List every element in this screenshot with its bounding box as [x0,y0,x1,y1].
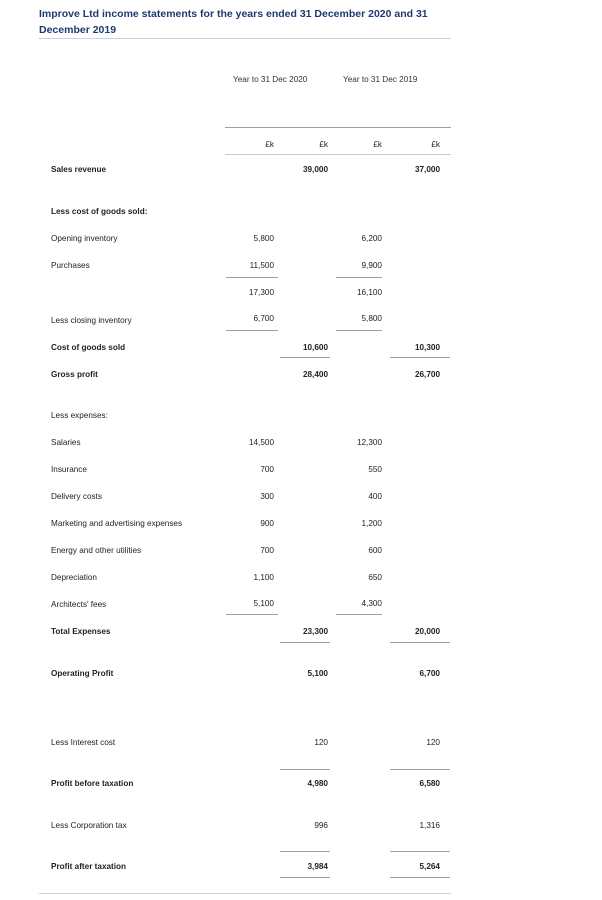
opening-inventory-2020: 5,800 [253,234,274,243]
row-label-corporation-tax: Less Corporation tax [51,821,127,830]
delivery-costs-2019: 400 [368,492,382,501]
marketing-2020: 900 [260,519,274,528]
unit-header-top-rule [225,127,451,128]
total-expenses-2019: 20,000 [414,627,440,636]
total-expenses-2020: 23,300 [302,627,328,636]
gross-profit-2020: 28,400 [302,370,328,379]
sales-revenue-2019: 37,000 [414,165,440,174]
subtotal-2020: 17,300 [248,288,274,297]
row-label-energy: Energy and other utilities [51,546,142,555]
row-label-purchases: Purchases [51,261,90,270]
interest-2019: 120 [426,738,440,747]
cogs-2020: 10,600 [302,343,328,352]
closing-inventory-2020: 6,700 [253,314,274,323]
subtotal-2019: 16,100 [356,288,382,297]
page-title: Improve Ltd income statements for the years ended 31 December 2020 and 31 December 2019 [39,8,428,36]
cogs-rule-2019 [390,357,450,358]
profit-before-tax-2020: 4,980 [307,779,328,788]
tax-rule-2019 [390,851,450,852]
row-label-depreciation: Depreciation [51,573,97,582]
row-label-less-cogs: Less cost of goods sold: [51,207,148,216]
tax-rule-2020 [280,851,330,852]
year-2020-header: Year to 31 Dec 2020 [233,75,308,84]
pat-rule-2020 [280,877,330,878]
insurance-2020: 700 [260,465,274,474]
unit-label-2019-total: £k [431,140,440,149]
energy-2019: 600 [368,546,382,555]
closing-rule-2019 [336,330,382,331]
row-label-marketing: Marketing and advertising expenses [51,519,183,528]
title-divider [39,38,451,39]
salaries-2020: 14,500 [248,438,274,447]
bottom-divider [39,893,451,894]
row-label-delivery-costs: Delivery costs [51,492,102,501]
operating-profit-2020: 5,100 [307,669,328,678]
row-label-profit-after-tax: Profit after taxation [51,862,127,871]
total-expenses-rule-2019 [390,642,450,643]
gross-profit-2019: 26,700 [414,370,440,379]
interest-2020: 120 [314,738,328,747]
row-label-cogs: Cost of goods sold [51,343,126,352]
marketing-2019: 1,200 [361,519,382,528]
unit-label-2019-detail: £k [373,140,382,149]
insurance-2019: 550 [368,465,382,474]
row-label-operating-profit: Operating Profit [51,669,114,678]
interest-rule-2020 [280,769,330,770]
profit-after-tax-2019: 5,264 [419,862,440,871]
row-label-sales-revenue: Sales revenue [51,165,107,174]
closing-inventory-2019: 5,800 [361,314,382,323]
corporation-tax-2019: 1,316 [419,821,440,830]
salaries-2019: 12,300 [356,438,382,447]
total-expenses-rule-2020 [280,642,330,643]
architects-fees-2019: 4,300 [361,599,382,608]
depreciation-2020: 1,100 [253,573,274,582]
operating-profit-2019: 6,700 [419,669,440,678]
corporation-tax-2020: 996 [314,821,328,830]
opening-inventory-2019: 6,200 [361,234,382,243]
row-label-closing-inventory: Less closing inventory [51,316,132,325]
pat-rule-2019 [390,877,450,878]
row-label-insurance: Insurance [51,465,87,474]
cogs-rule-2020 [280,357,330,358]
row-label-profit-before-tax: Profit before taxation [51,779,134,788]
purchases-2020: 11,500 [249,261,274,270]
row-label-gross-profit: Gross profit [51,370,98,379]
unit-label-2020-detail: £k [265,140,274,149]
row-label-less-expenses: Less expenses: [51,411,108,420]
unit-header-bottom-rule [225,154,451,155]
cogs-2019: 10,300 [414,343,440,352]
sales-revenue-2020: 39,000 [302,165,328,174]
delivery-costs-2020: 300 [260,492,274,501]
depreciation-2019: 650 [368,573,382,582]
purchases-rule-2020 [226,277,278,278]
year-2019-header: Year to 31 Dec 2019 [343,75,418,84]
expenses-rule-2020 [226,614,278,615]
row-label-salaries: Salaries [51,438,81,447]
purchases-rule-2019 [336,277,382,278]
interest-rule-2019 [390,769,450,770]
row-label-total-expenses: Total Expenses [51,627,111,636]
unit-label-2020-total: £k [319,140,328,149]
energy-2020: 700 [260,546,274,555]
profit-before-tax-2019: 6,580 [419,779,440,788]
purchases-2019: 9,900 [361,261,382,270]
architects-fees-2020: 5,100 [253,599,274,608]
profit-after-tax-2020: 3,984 [307,862,328,871]
closing-rule-2020 [226,330,278,331]
row-label-architects-fees: Architects' fees [51,600,107,609]
expenses-rule-2019 [336,614,382,615]
row-label-opening-inventory: Opening inventory [51,234,118,243]
row-label-interest: Less Interest cost [51,738,116,747]
